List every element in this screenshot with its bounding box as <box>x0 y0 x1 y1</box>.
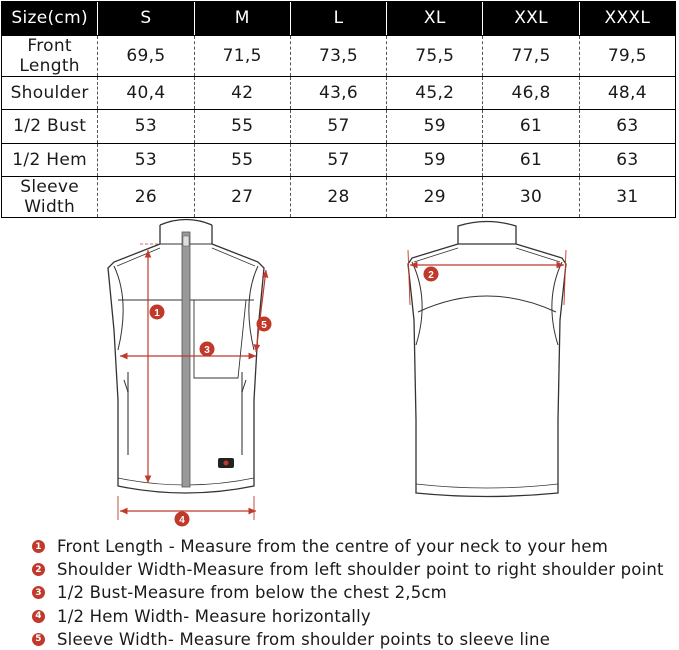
table-cell: 48,4 <box>579 76 675 110</box>
table-cell: 26 <box>98 177 194 218</box>
svg-text:3: 3 <box>204 345 210 356</box>
table-cell: 40,4 <box>98 76 194 110</box>
legend-item <box>32 605 664 628</box>
legend-text: 1/2 Bust-Measure from below the chest 2,5cm <box>57 583 447 603</box>
legend-item <box>32 628 664 650</box>
table-cell: 63 <box>579 143 675 177</box>
legend-text: Sleeve Width- Measure from shoulder points to sleeve line <box>57 629 551 649</box>
table-cell: 31 <box>579 177 675 218</box>
number-badge-icon: 5 <box>32 633 45 646</box>
table-cell: 42 <box>194 76 290 110</box>
table-cell: 55 <box>194 143 290 177</box>
legend-text: 1/2 Hem Width- Measure horizontally <box>57 606 371 626</box>
marker-4 <box>175 512 190 527</box>
svg-text:4: 4 <box>179 515 185 526</box>
table-cell: 63 <box>579 110 675 144</box>
marker-5 <box>257 317 272 332</box>
table-cell: 71,5 <box>194 35 290 76</box>
zipper-icon <box>182 232 190 487</box>
legend-item <box>32 581 664 604</box>
header-cell: S <box>98 2 194 36</box>
table-cell: 43,6 <box>290 76 386 110</box>
header-cell: XXXL <box>579 2 675 36</box>
table-cell: 69,5 <box>98 35 194 76</box>
measurement-legend <box>32 535 664 650</box>
legend-item <box>32 558 664 581</box>
legend-item <box>32 535 664 558</box>
marker-1 <box>150 305 165 320</box>
row-label: Front Length <box>2 35 98 76</box>
table-cell: 29 <box>387 177 483 218</box>
number-badge-icon: 1 <box>32 540 45 553</box>
number-badge-icon: 3 <box>32 586 45 599</box>
number-badge-icon: 4 <box>32 610 45 623</box>
row-label: 1/2 Hem <box>2 143 98 177</box>
header-cell: XL <box>387 2 483 36</box>
table-cell: 73,5 <box>290 35 386 76</box>
table-cell: 59 <box>387 110 483 144</box>
table-cell: 28 <box>290 177 386 218</box>
header-cell: Size(cm) <box>2 2 98 36</box>
header-cell: M <box>194 2 290 36</box>
table-cell: 27 <box>194 177 290 218</box>
legend-text: Shoulder Width-Measure from left shoulder point to right shoulder point <box>57 560 664 580</box>
header-cell: XXL <box>483 2 579 36</box>
table-cell: 57 <box>290 143 386 177</box>
table-cell: 55 <box>194 110 290 144</box>
marker-3 <box>200 342 215 357</box>
svg-text:5: 5 <box>261 320 267 331</box>
legend-text: Front Length - Measure from the centre of your neck to your hem <box>57 537 609 557</box>
header-cell: L <box>290 2 386 36</box>
table-cell: 45,2 <box>387 76 483 110</box>
vest-back-drawing <box>408 222 566 497</box>
front-measurements <box>118 250 266 520</box>
table-cell: 77,5 <box>483 35 579 76</box>
row-label: Shoulder <box>2 76 98 110</box>
table-cell: 75,5 <box>387 35 483 76</box>
marker-2 <box>424 267 439 282</box>
table-cell: 53 <box>98 143 194 177</box>
table-cell: 57 <box>290 110 386 144</box>
row-label: 1/2 Bust <box>2 110 98 144</box>
table-cell: 46,8 <box>483 76 579 110</box>
table-cell: 30 <box>483 177 579 218</box>
table-cell: 59 <box>387 143 483 177</box>
table-cell: 79,5 <box>579 35 675 76</box>
table-cell: 61 <box>483 110 579 144</box>
row-label: Sleeve Width <box>2 177 98 218</box>
svg-text:1: 1 <box>154 308 160 319</box>
number-badge-icon: 2 <box>32 563 45 576</box>
table-cell: 61 <box>483 143 579 177</box>
svg-text:2: 2 <box>428 270 434 281</box>
table-cell: 53 <box>98 110 194 144</box>
